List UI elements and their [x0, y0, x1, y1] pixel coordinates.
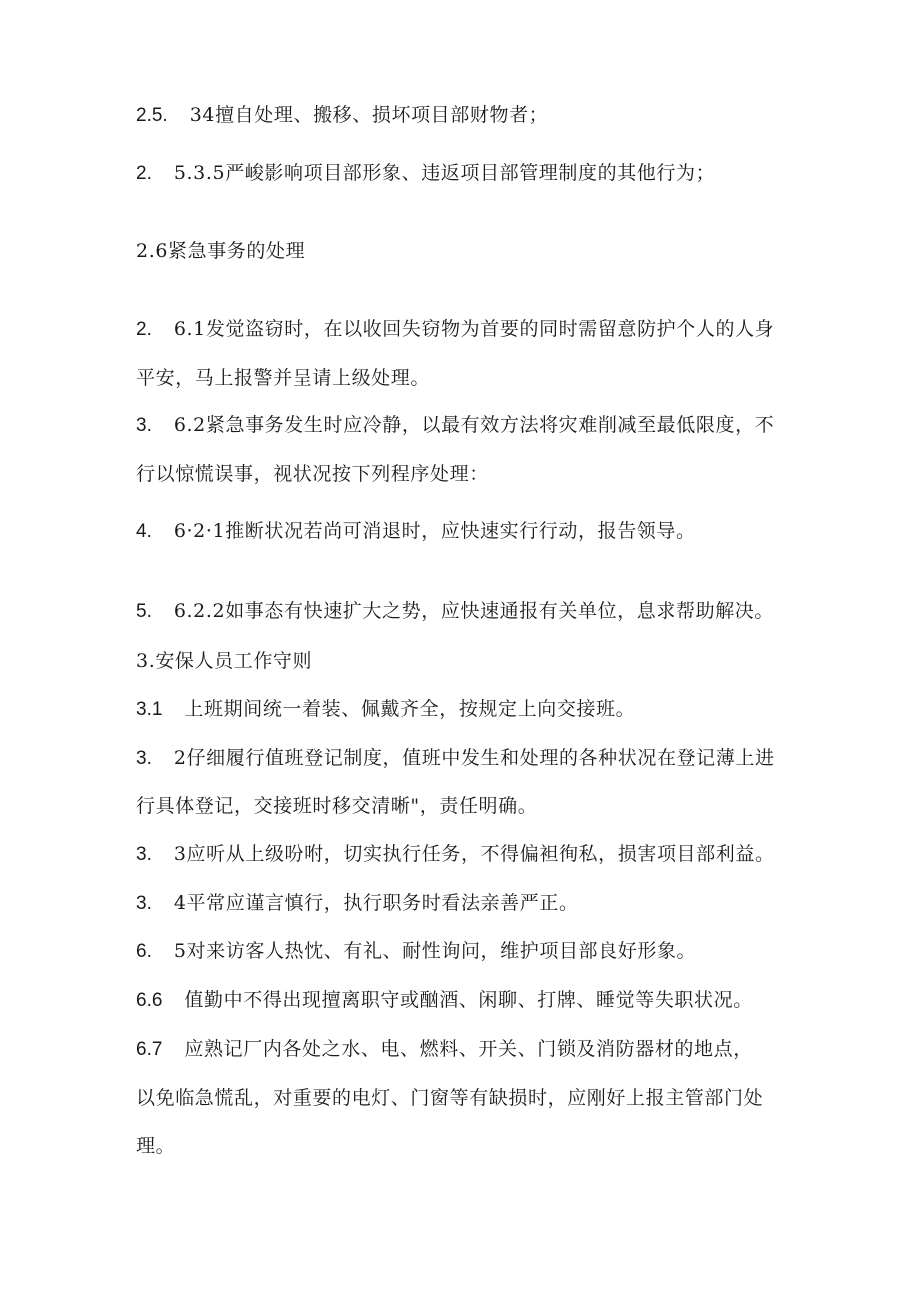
item-text: 值勤中不得出现擅离职守或酗酒、闲聊、打牌、睡觉等失职状况。	[184, 989, 753, 1011]
item-text: 5对来访客人热忱、有礼、耐性询问，维护项目部良好形象。	[173, 940, 697, 962]
paragraph-6-5	[136, 939, 796, 964]
item-text: 4平常应谨言慎行，执行职务时看法亲善严正。	[173, 892, 579, 914]
heading-text: 3.安保人员工作守则	[136, 650, 313, 672]
item-text: 平安，马上报警并呈请上级处理。	[136, 367, 431, 389]
item-number: 6.	[136, 941, 152, 962]
paragraph-3-2-cont	[136, 794, 796, 818]
paragraph-3-3	[136, 842, 796, 867]
paragraph-6-7-cont-1	[136, 1086, 796, 1110]
heading-text: 2.6紧急事务的处理	[136, 240, 306, 262]
item-number: 4.	[136, 521, 152, 542]
section-heading-2-6	[136, 239, 796, 263]
paragraph-6-2-1	[136, 519, 796, 544]
item-text: 行具体登记，交接班时移交清晰"，责任明确。	[136, 795, 538, 817]
paragraph-3-2	[136, 746, 796, 771]
item-number: 6.6	[136, 990, 163, 1011]
item-number: 3.1	[136, 699, 163, 720]
paragraph-2-5-3-5	[136, 161, 796, 186]
section-heading-3	[136, 649, 796, 673]
item-text: 6.1发觉盗窃时，在以收回失窃物为首要的同时需留意防护个人的人身	[173, 318, 775, 340]
item-number: 3.	[136, 893, 152, 914]
paragraph-3-4	[136, 891, 796, 916]
item-text: 以免临急慌乱，对重要的电灯、门窗等有缺损时，应刚好上报主管部门处	[136, 1087, 764, 1109]
item-number: 3.	[136, 415, 152, 436]
item-text: 2仔细履行值班登记制度，值班中发生和处理的各种状况在登记薄上进	[173, 747, 775, 769]
item-text: 6.2紧急事务发生时应冷静，以最有效方法将灾难削减至最低限度，不	[173, 414, 775, 436]
item-text: 应熟记厂内各处之水、电、燃料、开关、门锁及消防器材的地点，	[184, 1038, 753, 1060]
paragraph-2-5-3-4	[136, 103, 796, 128]
paragraph-6-2-cont	[136, 462, 796, 486]
paragraph-6-7-cont-2	[136, 1134, 796, 1158]
item-text: 34擅自处理、搬移、损坏项目部财物者；	[189, 104, 549, 126]
item-text: 5.3.5严峻影响项目部形象、违返项目部管理制度的其他行为；	[173, 162, 716, 184]
item-text: 行以惊慌误事，视状况按下列程序处理：	[136, 463, 489, 485]
item-number: 3.	[136, 748, 152, 769]
paragraph-6-7	[136, 1037, 796, 1062]
paragraph-6-6	[136, 988, 796, 1013]
item-number: 2.	[136, 319, 152, 340]
paragraph-2-6-1-cont	[136, 366, 796, 390]
paragraph-3-1	[136, 697, 796, 722]
item-text: 6.2.2如事态有快速扩大之势，应快速通报有关单位，息求帮助解决。	[173, 600, 775, 622]
item-text: 3应听从上级吩咐，切实执行任务，不得偏袒徇私，损害项目部利益。	[173, 843, 775, 865]
item-text: 理。	[136, 1135, 176, 1157]
item-number: 6.7	[136, 1039, 163, 1060]
paragraph-2-6-1	[136, 317, 796, 342]
item-text: 6·2·1推断状况若尚可消退时，应快速实行行动，报告领导。	[173, 520, 696, 542]
paragraph-6-2	[136, 413, 796, 438]
item-text: 上班期间统一着装、佩戴齐全，按规定上向交接班。	[184, 698, 636, 720]
item-number: 2.5.	[136, 105, 168, 126]
item-number: 3.	[136, 844, 152, 865]
item-number: 5.	[136, 601, 152, 622]
paragraph-6-2-2	[136, 599, 796, 624]
item-number: 2.	[136, 163, 152, 184]
